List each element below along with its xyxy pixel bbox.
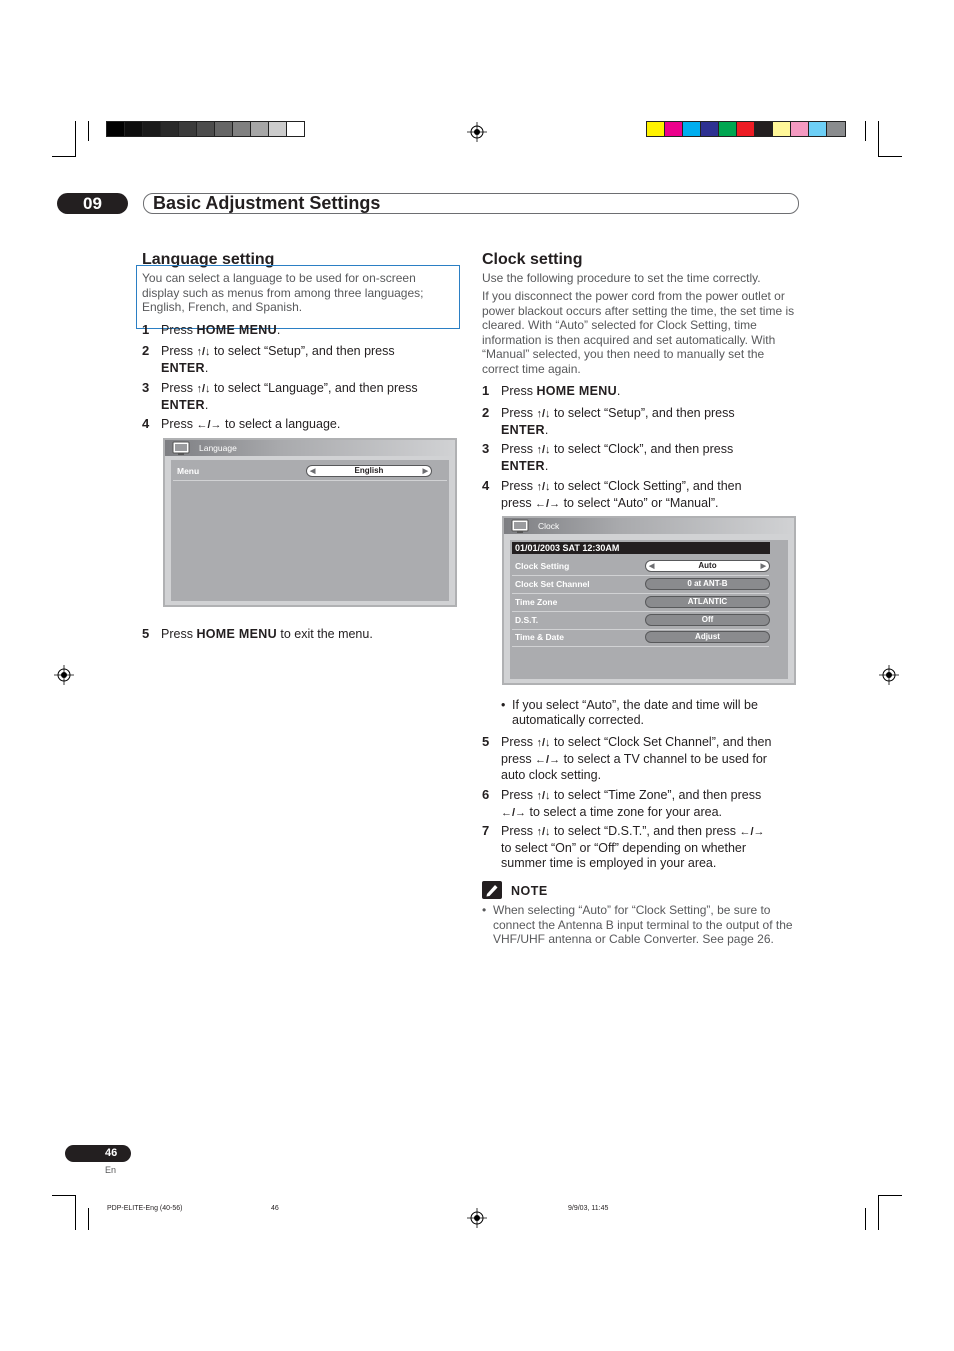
screen-title: Language [199, 443, 237, 453]
right-arrow-icon: ▶ [760, 563, 766, 570]
left-arrow-icon: ◀ [310, 468, 316, 475]
up-down-arrow-icon: ↑/↓ [196, 346, 211, 358]
clock-step-2: 2 Press ↑/↓ to select “Setup”, and then press ENTER. [482, 405, 735, 437]
footer-filename: PDP-ELITE-Eng (40-56) [107, 1205, 183, 1212]
clock-menu-screen [502, 516, 796, 685]
registration-mark-icon [467, 122, 487, 142]
chapter-title: Basic Adjustment Settings [153, 193, 381, 213]
time-zone-value[interactable]: ATLANTIC [645, 596, 770, 608]
left-right-arrow-icon: ←/→ [501, 806, 527, 819]
up-down-arrow-icon: ↑/↓ [536, 737, 551, 749]
language-step-2: 2 Press ↑/↓ to select “Setup”, and then press ENTER. [142, 343, 395, 375]
screen-title-bar [165, 440, 455, 456]
current-datetime: 01/01/2003 SAT 12:30AM [512, 542, 770, 554]
clock-auto-bullet: • If you select “Auto”, the date and time will be automatically corrected. [501, 698, 758, 727]
language-step-3: 3 Press ↑/↓ to select “Language”, and then press ENTER. [142, 380, 418, 412]
menu-row-label: Menu [177, 466, 200, 476]
time-date-value[interactable]: Adjust [645, 631, 770, 643]
screen-body [510, 540, 788, 679]
screen-title: Clock [538, 521, 560, 531]
screen-body [171, 460, 449, 601]
language-heading: Language setting [142, 251, 275, 268]
screen-title-bar [504, 518, 794, 534]
time-zone-label: Time Zone [515, 597, 558, 607]
clock-step-3: 3 Press ↑/↓ to select “Clock”, and then press ENTER. [482, 441, 734, 473]
left-right-arrow-icon: ←/→ [535, 753, 561, 766]
tv-menu-icon [510, 518, 532, 534]
clock-step-1: 1 Press HOME MENU. [482, 383, 621, 398]
left-right-arrow-icon: ←/→ [196, 419, 222, 431]
page-number-badge [65, 1145, 131, 1162]
clock-set-channel-value[interactable]: 0 at ANT-B [645, 578, 770, 590]
time-date-label: Time & Date [515, 632, 564, 642]
language-step-1: 1 Press HOME MENU. [142, 322, 281, 337]
footer-page: 46 [271, 1205, 279, 1212]
dst-value[interactable]: Off [645, 614, 770, 626]
note-text: • When selecting “Auto” for “Clock Setting”, be sure to connect the Antenna B input terminal to the output of the VHF/UHF antenna or Cable Converter. See page 26. [482, 903, 793, 947]
up-down-arrow-icon: ↑/↓ [536, 481, 551, 493]
up-down-arrow-icon: ↑/↓ [536, 790, 551, 802]
clock-step-6: 6 Press ↑/↓ to select “Time Zone”, and then press ←/→ to select a time zone for your area. [482, 787, 762, 819]
footer-date: 9/9/03, 11:45 [568, 1205, 609, 1212]
left-right-arrow-icon: ←/→ [535, 497, 561, 510]
up-down-arrow-icon: ↑/↓ [196, 383, 211, 395]
clock-step-4: 4 Press ↑/↓ to select “Clock Setting”, and then press ←/→ to select “Auto” or “Manual”. [482, 478, 742, 510]
clock-heading: Clock setting [482, 251, 583, 268]
language-value-selector[interactable]: ◀ English ▶ [306, 465, 432, 477]
clock-intro-2: If you disconnect the power cord from the power outlet or power blackout occurs after setting the time, the set time is cleared. With “Auto” selected for Clock Setting, time information is then acquired and set automatically. With “Manual” selected, you then need to manually set the correct time again. [482, 289, 795, 376]
page-language: En [105, 1165, 117, 1175]
left-right-arrow-icon: ←/→ [739, 826, 765, 838]
dst-label: D.S.T. [515, 615, 539, 625]
registration-mark-icon [879, 665, 899, 685]
tv-menu-icon [171, 440, 193, 456]
up-down-arrow-icon: ↑/↓ [536, 826, 551, 838]
registration-mark-icon [467, 1208, 487, 1228]
right-arrow-icon: ▶ [422, 468, 428, 475]
chapter-number: 09 [57, 193, 128, 214]
up-down-arrow-icon: ↑/↓ [536, 444, 551, 456]
registration-mark-icon [54, 665, 74, 685]
clock-intro-1: Use the following procedure to set the time correctly. [482, 271, 761, 285]
clock-set-channel-label: Clock Set Channel [515, 579, 590, 589]
clock-setting-label: Clock Setting [515, 561, 570, 571]
page-number: 46 [105, 1147, 118, 1159]
clock-setting-selector[interactable]: ◀ Auto ▶ [645, 560, 770, 572]
note-icon [482, 881, 502, 899]
clock-step-5: 5 Press ↑/↓ to select “Clock Set Channel”, and then press ←/→ to select a TV channel to be used for auto clock setting. [482, 734, 772, 783]
language-menu-screen [163, 438, 457, 607]
left-arrow-icon: ◀ [649, 563, 655, 570]
up-down-arrow-icon: ↑/↓ [536, 408, 551, 420]
language-intro: You can select a language to be used for on-screen display such as menus from among three languages; English, French, and Spanish. [142, 271, 424, 315]
clock-step-7: 7 Press ↑/↓ to select “D.S.T.”, and then press ←/→ to select “On” or “Off” depending on whether summer time is employed in your area. [482, 823, 765, 871]
language-step-4: 4 Press ←/→ to select a language. [142, 416, 341, 431]
language-step-5: 5 Press HOME MENU to exit the menu. [142, 626, 373, 641]
note-title: NOTE [511, 884, 548, 898]
